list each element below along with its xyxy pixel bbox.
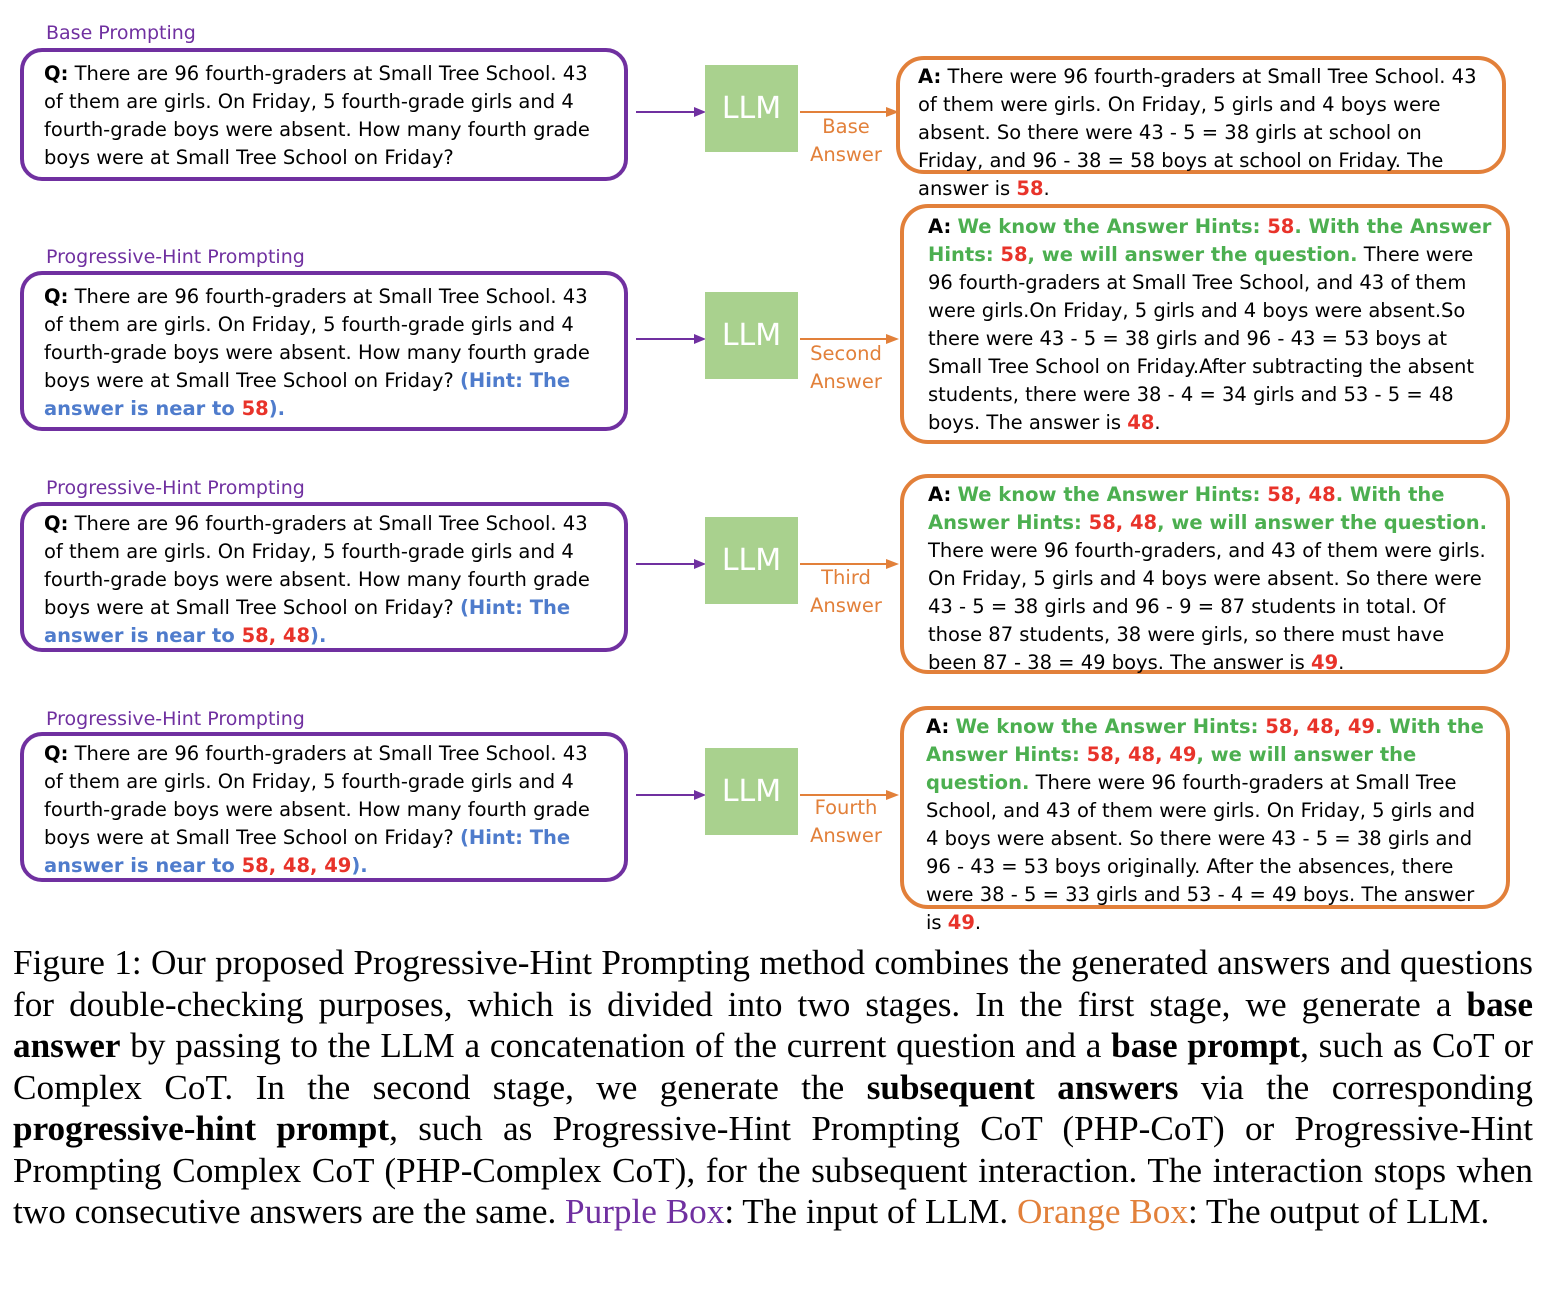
row-title-php: Progressive-Hint Prompting [46, 246, 305, 268]
orange-box-legend: Orange Box [1016, 1192, 1188, 1231]
answer-box-base: A: There were 96 fourth-graders at Small Tree School. 43 of them were girls. On Friday, 5 girls and 4 boys were absent. So there were 43 - 5 = 38 girls at school on Friday, and 96 - 38 = 58 boys at school on Friday. The answer is 58. [896, 56, 1506, 174]
llm-block: LLM [705, 292, 798, 379]
final-answer: 49 [947, 911, 975, 934]
final-answer: 58 [1016, 177, 1044, 200]
answer-box-third: A: We know the Answer Hints: 58, 48. With the Answer Hints: 58, 48, we will answer the question. There were 96 fourth-graders, and 43 of them were girls. On Friday, 5 girls and 4 boys were absent. So there were 43 - 5 = 38 girls and 96 - 9 = 87 students in total. Of those 87 students, 38 were girls, so there must have been 87 - 38 = 49 boys. The answer is 49. [900, 474, 1510, 674]
final-answer: 48 [1127, 411, 1155, 434]
answer-stage-label: Fourth Answer [810, 796, 882, 847]
llm-block: LLM [705, 65, 798, 152]
input-arrow [636, 104, 706, 120]
input-arrow [636, 787, 706, 803]
answer-box-second: A: We know the Answer Hints: 58. With the Answer Hints: 58, we will answer the question. There were 96 fourth-graders at Small Tree School, and 43 of them were girls.On Friday, 5 girls and 4 boys were absent.So there were 43 - 5 = 38 girls and 96 - 43 = 53 boys at Small Tree School on Friday.After subtracting the absent students, there were 38 - 4 = 34 girls and 53 - 5 = 48 boys. The answer is 48. [900, 204, 1510, 444]
input-arrow [636, 331, 706, 347]
row-title-php: Progressive-Hint Prompting [46, 477, 305, 499]
question-box-hint: Q: There are 96 fourth-graders at Small Tree School. 43 of them are girls. On Friday, 5 fourth-grade girls and 4 fourth-grade boys were absent. How many fourth grade boys were at Small Tree School on Friday? (Hint: The answer is near to 58). [20, 271, 628, 431]
q-prefix: Q: [44, 62, 69, 85]
answer-stage-label: Base Answer [810, 115, 882, 166]
input-arrow [636, 556, 706, 572]
question-box-hint: Q: There are 96 fourth-graders at Small Tree School. 43 of them are girls. On Friday, 5 fourth-grade girls and 4 fourth-grade boys were absent. How many fourth grade boys were at Small Tree School on Friday? (Hint: The answer is near to 58, 48). [20, 502, 628, 652]
answer-stage-label: Third Answer [810, 566, 882, 617]
final-answer: 49 [1311, 651, 1339, 674]
question-box-hint: Q: There are 96 fourth-graders at Small Tree School. 43 of them are girls. On Friday, 5 fourth-grade girls and 4 fourth-grade boys were absent. How many fourth grade boys were at Small Tree School on Friday? (Hint: The answer is near to 58, 48, 49). [20, 732, 628, 882]
hint-text: (Hint: The answer is near to 58, 48). [44, 596, 571, 647]
figure-caption: Figure 1: Our proposed Progressive-Hint Prompting method combines the generated answers and questions for double-checking purposes, which is divided into two stages. In the first stage, we generate a base answer by passing to the LLM a concatenation of the current question and a base prompt, such as CoT or Complex CoT. In the second stage, we generate the subsequent answers via the corresponding progressive-hint prompt, such as Progressive-Hint Prompting CoT (PHP-CoT) or Progressive-Hint Prompting Complex CoT (PHP-Complex CoT), for the subsequent interaction. The interaction stops when two consecutive answers are the same. Purple Box: The input of LLM. Orange Box: The output of LLM. [13, 943, 1534, 1231]
llm-block: LLM [705, 517, 798, 604]
question-text: There are 96 fourth-graders at Small Tree School. 43 of them are girls. On Friday, 5 fourth-grade girls and 4 fourth-grade boys were absent. How many fourth grade boys were at Small Tree School on Friday? [44, 62, 590, 169]
answer-box-fourth: A: We know the Answer Hints: 58, 48, 49. With the Answer Hints: 58, 48, 49, we will answer the question. There were 96 fourth-graders at Small Tree School, and 43 of them were girls. On Friday, 5 girls and 4 boys were absent. So there were 43 - 5 = 38 girls and 96 - 43 = 53 boys originally. After the absences, there were 38 - 5 = 33 girls and 53 - 4 = 49 boys. The answer is 49. [900, 706, 1510, 909]
answer-stage-label: Second Answer [810, 342, 882, 393]
llm-block: LLM [705, 748, 798, 835]
hint-text: (Hint: The answer is near to 58). [44, 369, 571, 420]
question-box-base [20, 48, 628, 181]
row-title-php: Progressive-Hint Prompting [46, 708, 305, 730]
hint-text: (Hint: The answer is near to 58, 48, 49). [44, 826, 571, 877]
purple-box-legend: Purple Box [565, 1192, 725, 1231]
row-title-base: Base Prompting [46, 22, 196, 44]
